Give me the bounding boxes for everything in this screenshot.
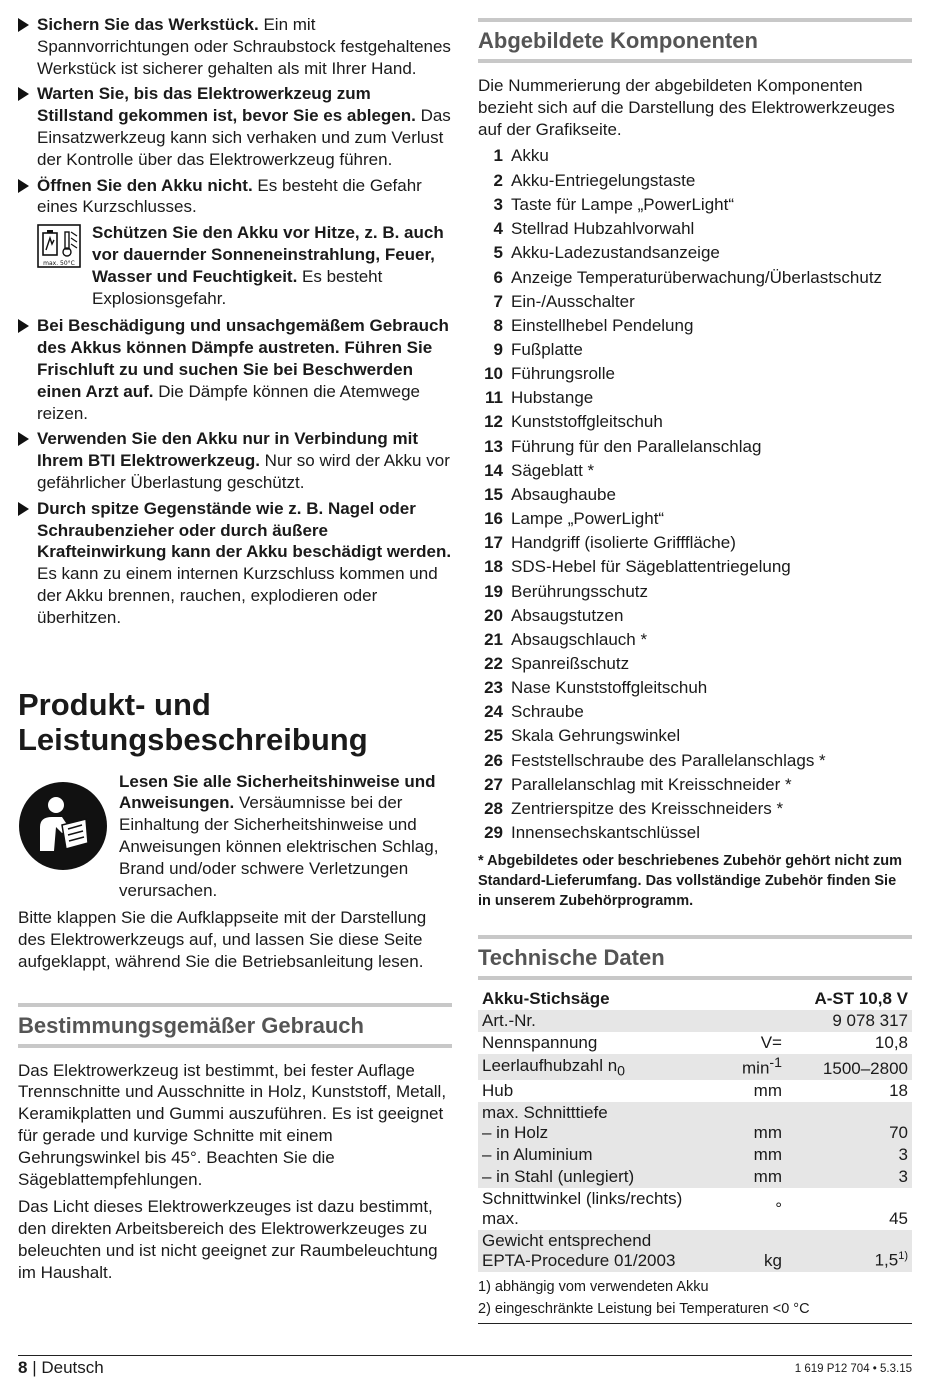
- table-row: [478, 1144, 912, 1166]
- idle-unit-text: min: [742, 1058, 770, 1078]
- item-number: 10: [484, 364, 503, 384]
- item-label: Handgriff (isolierte Grifffläche): [511, 533, 736, 553]
- row-label: Art.-Nr.: [478, 1010, 718, 1032]
- item-label: Fußplatte: [511, 339, 583, 359]
- tech-data-heading: Technische Daten: [478, 935, 912, 980]
- list-item: [478, 362, 912, 386]
- item-number: 19: [484, 581, 503, 601]
- item-label: Ein-/Ausschalter: [511, 291, 635, 311]
- footnote-2: 2) eingeschränkte Leistung bei Temperaturen <0 °C: [478, 1301, 810, 1318]
- footer-language: Deutsch: [41, 1358, 104, 1377]
- item-number: 26: [484, 750, 503, 770]
- footer-page-info: [18, 1358, 104, 1378]
- bullet-triangle-icon: [18, 87, 29, 101]
- item-number: 22: [484, 654, 503, 674]
- bullet-triangle-icon: [18, 18, 29, 32]
- footer-doc-code: 1 619 P12 704 • 5.3.15: [794, 1363, 912, 1375]
- item-number: 14: [484, 460, 503, 480]
- row-value: 1500–2800: [786, 1054, 912, 1080]
- safety-bullet: [18, 14, 452, 79]
- footer-separator: |: [27, 1358, 42, 1377]
- item-label: Zentrierspitze des Kreisschneiders *: [511, 798, 784, 818]
- table-row: [478, 1166, 912, 1188]
- table-row: [478, 1010, 912, 1032]
- bullet-bold-text: Verwenden Sie den Akku nur in Verbindung mit Ihrem BTI Elektrowerkzeug.: [37, 429, 418, 471]
- tech-footnotes: [478, 1272, 912, 1324]
- row-unit: mm: [718, 1144, 786, 1166]
- bullet-bold-text: Bei Beschädigung und unsachgemäßem Gebrauch des Akkus können Dämpfe austreten. Führen Sie Frischluft zu und suchen Sie bei Beschwerden einen Arzt auf.: [37, 316, 449, 401]
- list-item: [478, 749, 912, 773]
- item-number: 24: [484, 702, 503, 722]
- item-number: 4: [493, 218, 503, 238]
- list-item: [478, 483, 912, 507]
- row-label: [478, 1054, 718, 1080]
- list-item: [478, 604, 912, 628]
- components-heading: Abgebildete Komponenten: [478, 18, 912, 63]
- list-item: [478, 507, 912, 531]
- depth-label: max. Schnitttiefe: [482, 1102, 608, 1122]
- item-number: 6: [493, 268, 503, 288]
- battery-heat-icon: [37, 224, 81, 268]
- bullet-text: Ein mit Spannvorrichtungen oder Schraubstock festgehaltenes Werkstück ist sicherer gehalten als mit Ihrer Hand.: [37, 15, 451, 78]
- list-item: [478, 676, 912, 700]
- row-value: [786, 1230, 912, 1272]
- list-item: [478, 169, 912, 193]
- safety-bullet: [18, 498, 452, 629]
- row-unit: kg: [718, 1230, 786, 1272]
- item-label: Berührungsschutz: [511, 581, 649, 601]
- item-label: Akku-Ladezustandsanzeige: [511, 243, 720, 263]
- item-label: Führungsrolle: [511, 364, 615, 384]
- left-column: [18, 14, 452, 1284]
- item-label: Lampe „PowerLight“: [511, 509, 665, 529]
- item-number: 23: [484, 678, 503, 698]
- heat-warning: [18, 222, 452, 309]
- item-label: Kunststoffgleitschuh: [511, 412, 663, 432]
- row-unit: mm: [718, 1102, 786, 1144]
- bullet-text: Die Dämpfe können die Atemwege reizen.: [37, 381, 420, 423]
- row-unit: V=: [760, 1033, 782, 1053]
- safety-bullet: [18, 315, 452, 424]
- safety-bullet: [18, 428, 452, 493]
- wood-label: – in Holz: [482, 1122, 549, 1142]
- row-label: [478, 1230, 718, 1272]
- bullet-triangle-icon: [18, 179, 29, 193]
- right-column: [478, 18, 912, 1324]
- intended-use-heading: Bestimmungsgemäßer Gebrauch: [18, 1003, 452, 1048]
- list-item: [478, 241, 912, 265]
- bullet-triangle-icon: [18, 502, 29, 516]
- row-label: Hub: [482, 1080, 514, 1100]
- item-label: Akku: [511, 146, 549, 166]
- read-instructions: [18, 771, 452, 902]
- row-value: 70: [786, 1102, 912, 1144]
- list-item: [478, 652, 912, 676]
- row-value: 18: [889, 1080, 908, 1100]
- row-label: Nennspannung: [482, 1033, 598, 1053]
- item-number: 5: [493, 243, 503, 263]
- item-number: 21: [484, 629, 503, 649]
- table-row: [478, 1054, 912, 1080]
- list-item: [478, 459, 912, 483]
- weight-label-2: EPTA-Procedure 01/2003: [482, 1250, 676, 1270]
- angle-label-2: max.: [482, 1208, 519, 1228]
- item-label: Nase Kunststoffgleitschuh: [511, 678, 708, 698]
- components-list: [478, 144, 912, 845]
- item-number: 18: [484, 557, 503, 577]
- bullet-text: Nur so wird der Akku vor gefährlicher Überlastung geschützt.: [37, 451, 450, 492]
- bullet-text: Es besteht die Gefahr eines Kurzschlusses.: [37, 175, 422, 217]
- item-number: 1: [493, 146, 503, 166]
- bullet-triangle-icon: [18, 319, 29, 333]
- item-label: Sägeblatt *: [511, 460, 595, 480]
- product-section-title: Produkt- und Leistungsbeschreibung: [18, 686, 368, 757]
- item-label: Feststellschraube des Parallelanschlags *: [511, 750, 826, 770]
- item-label: SDS-Hebel für Sägeblattentriegelung: [511, 557, 791, 577]
- row-unit: °: [775, 1198, 782, 1218]
- item-label: Parallelanschlag mit Kreisschneider *: [511, 774, 792, 794]
- row-value: 45: [889, 1208, 908, 1228]
- row-label: – in Aluminium: [478, 1144, 718, 1166]
- item-label: Spanreißschutz: [511, 654, 630, 674]
- item-label: Schraube: [511, 702, 584, 722]
- item-number: 17: [484, 533, 503, 553]
- table-row: [478, 1188, 912, 1230]
- read-instructions-bold: Lesen Sie alle Sicherheitshinweise und Anweisungen.: [119, 771, 436, 813]
- weight-label-1: Gewicht entsprechend: [482, 1230, 652, 1250]
- fold-out-text: Bitte klappen Sie die Aufklappseite mit der Darstellung des Elektrowerkzeugs auf, und lassen Sie diese Seite aufgeklappt, während Sie die Betriebsanleitung lesen.: [18, 908, 427, 971]
- row-label: [478, 1102, 718, 1144]
- item-label: Skala Gehrungswinkel: [511, 726, 681, 746]
- item-label: Führung für den Parallelanschlag: [511, 436, 762, 456]
- product-label: Akku-Stichsäge: [482, 989, 610, 1009]
- list-item: [478, 290, 912, 314]
- list-item: [478, 267, 912, 289]
- list-item: [478, 193, 912, 217]
- bullet-text: Es kann zu einem internen Kurzschluss kommen und der Akku brennen, rauchen, explodieren oder überhitzen.: [37, 564, 438, 627]
- list-item: [478, 386, 912, 410]
- weight-footnote-ref: 1): [898, 1250, 908, 1263]
- idle-subscript: 0: [617, 1062, 626, 1079]
- row-value: 10,8: [874, 1033, 908, 1053]
- row-label: – in Stahl (unlegiert): [478, 1166, 718, 1188]
- item-number: 8: [493, 315, 503, 335]
- angle-label-1: Schnittwinkel (links/rechts): [482, 1188, 683, 1208]
- model-label: A-ST 10,8 V: [814, 989, 908, 1009]
- item-label: Einstellhebel Pendelung: [511, 315, 694, 335]
- row-unit: [718, 1054, 786, 1080]
- bullet-bold-text: Warten Sie, bis das Elektrowerkzeug zum Stillstand gekommen ist, bevor Sie es ablegen.: [37, 84, 416, 126]
- row-value: 9 078 317: [786, 1010, 912, 1032]
- list-item: [478, 531, 912, 555]
- list-item: [478, 338, 912, 362]
- item-number: 9: [493, 339, 503, 359]
- page-number: 8: [18, 1358, 28, 1377]
- item-number: 3: [493, 194, 503, 214]
- row-value: 3: [786, 1144, 912, 1166]
- item-label: Anzeige Temperaturüberwachung/Überlastschutz: [511, 268, 883, 288]
- idle-unit-sup: -1: [769, 1055, 782, 1072]
- item-label: Taste für Lampe „PowerLight“: [511, 194, 734, 214]
- item-label: Hubstange: [511, 388, 594, 408]
- item-number: 7: [493, 291, 503, 311]
- row-unit: mm: [718, 1166, 786, 1188]
- list-item: [478, 555, 912, 579]
- table-row: [478, 1230, 912, 1272]
- item-label: Innensechskantschlüssel: [511, 823, 701, 843]
- read-manual-icon: [18, 781, 108, 871]
- item-number: 11: [485, 388, 503, 408]
- row-value: 3: [786, 1166, 912, 1188]
- footnote-1: 1) abhängig vom verwendeten Akku: [478, 1278, 709, 1295]
- list-item: [478, 821, 912, 845]
- bullet-bold-text: Durch spitze Gegenstände wie z. B. Nagel oder Schraubenzieher oder durch äußere Krafteinwirkung kann der Akku beschädigt werden.: [37, 498, 452, 562]
- list-item: [478, 773, 912, 797]
- intended-use-paragraph: Das Elektrowerkzeug ist bestimmt, bei fester Auflage Trennschnitte und Ausschnitte in Holz, Kunststoff, Metall, Keramikplatten und Gummi auszuführen. Es ist geeignet für gerade und kurvige Schnitte mit einem Gehrungswinkel bis 45°. Beachten Sie die Sägeblattempfehlungen.: [18, 1060, 447, 1189]
- table-row: [478, 1102, 912, 1144]
- safety-bullet: [18, 175, 452, 219]
- item-label: Absaugschlauch *: [511, 629, 648, 649]
- item-number: 28: [484, 798, 503, 818]
- weight-value: 1,5: [874, 1250, 899, 1270]
- components-intro: Die Nummerierung der abgebildeten Komponenten bezieht sich auf die Darstellung des Elektrowerkzeuges auf der Grafikseite.: [478, 76, 895, 139]
- item-number: 29: [484, 823, 503, 843]
- list-item: [478, 314, 912, 338]
- item-label: Absaugstutzen: [511, 605, 624, 625]
- list-item: [478, 217, 912, 241]
- heat-warning-text: Es besteht Explosionsgefahr.: [92, 266, 383, 308]
- list-item: [478, 144, 912, 168]
- bullet-bold-text: Sichern Sie das Werkstück.: [37, 15, 259, 34]
- item-number: 16: [484, 509, 503, 529]
- item-number: 15: [484, 484, 503, 504]
- item-number: 13: [484, 436, 503, 456]
- heat-icon-label: max. 50°C: [43, 260, 75, 268]
- table-row: [478, 988, 912, 1010]
- accessory-note: * Abgebildetes oder beschriebenes Zubehör gehört nicht zum Standard-Lieferumfang. Das vollständige Zubehör finden Sie in unserem Zubehörprogramm.: [478, 853, 903, 910]
- footer-divider: [18, 1355, 912, 1356]
- item-number: 27: [484, 774, 503, 794]
- item-number: 25: [484, 726, 503, 746]
- safety-bullet: [18, 83, 452, 170]
- list-item: [478, 700, 912, 724]
- bullet-bold-text: Öffnen Sie den Akku nicht.: [37, 175, 253, 195]
- list-item: [478, 580, 912, 604]
- table-row: [478, 1032, 912, 1054]
- table-row: [478, 1080, 912, 1102]
- item-number: 20: [484, 605, 503, 625]
- list-item: [478, 410, 912, 434]
- list-item: [478, 724, 912, 748]
- item-number: 2: [493, 170, 503, 190]
- list-item: [478, 435, 912, 459]
- read-instructions-text: Versäumnisse bei der Einhaltung der Sicherheitshinweise und Anweisungen können elektrischen Schlag, Brand und/oder schwere Verletzungen verursachen.: [119, 793, 439, 900]
- list-item: [478, 628, 912, 652]
- item-label: Stellrad Hubzahlvorwahl: [511, 218, 695, 238]
- list-item: [478, 797, 912, 821]
- tech-data-table: [478, 988, 912, 1272]
- bullet-triangle-icon: [18, 432, 29, 446]
- row-label: [478, 1188, 718, 1230]
- row-unit: mm: [753, 1080, 782, 1100]
- idle-label-text: Leerlaufhubzahl n: [482, 1055, 618, 1075]
- light-usage-paragraph: Das Licht dieses Elektrowerkzeuges ist dazu bestimmt, den direkten Arbeitsbereich des Elektrowerkzeuges zu beleuchten und ist nicht geeignet zur Raumbeleuchtung im Haushalt.: [18, 1197, 438, 1282]
- bullet-text: Das Einsatzwerkzeug kann sich verhaken und zum Verlust der Kontrolle über das Elektrowerkzeug führen.: [37, 106, 451, 169]
- item-number: 12: [484, 412, 503, 432]
- item-label: Absaughaube: [511, 484, 616, 504]
- item-label: Akku-Entriegelungstaste: [511, 170, 696, 190]
- heat-warning-bold: Schützen Sie den Akku vor Hitze, z. B. auch vor dauernder Sonneneinstrahlung, Feuer, Wasser und Feuchtigkeit.: [92, 223, 444, 286]
